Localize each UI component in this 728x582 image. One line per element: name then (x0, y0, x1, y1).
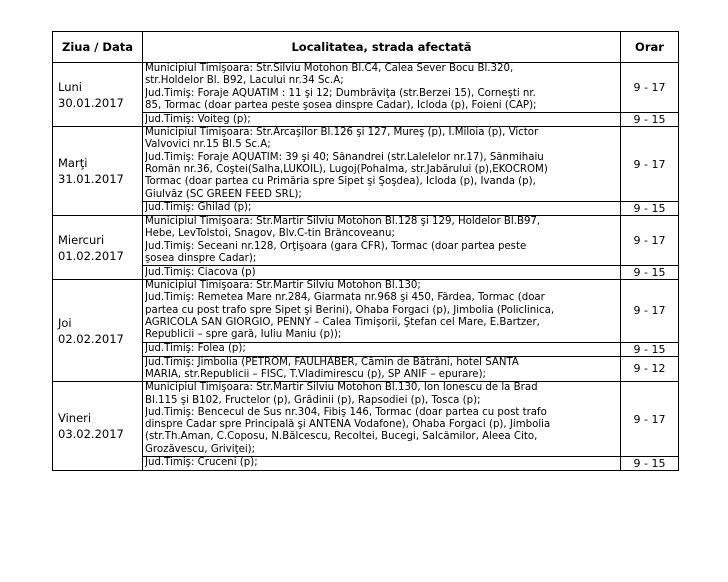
day-cell (53, 215, 143, 279)
location-cell (143, 280, 621, 342)
location-line: Jud.Timiş: Foraje AQUATIM: 39 şi 40; Sânandrei (str.Lalelelor nr.17), Sânmihaiu (145, 151, 544, 163)
location-line: Jud.Timiş: Bencecul de Sus nr.304, Fibiş 146, Tormac (doar partea cu post trafo (145, 406, 547, 418)
table-row (53, 342, 679, 356)
day-name: Vineri (58, 411, 92, 426)
table-row (53, 382, 679, 457)
day-name: Luni (58, 79, 82, 94)
time-cell: 9 - 15 (621, 201, 679, 215)
location-line: Jud.Timiş: Remetea Mare nr.284, Giarmata nr.968 şi 450, Fârdea, Tormac (doar (145, 292, 545, 304)
location-line: Municipiul Timişoara: Str.Martir Silviu Motohon Bl.130, Ion Ionescu de la Brad (145, 382, 538, 394)
location-cell (143, 382, 621, 457)
time-cell: 9 - 15 (621, 266, 679, 280)
location-line: Municipiul Timişoara: Str.Martir Silviu Motohon Bl.128 şi 129, Holdelor Bl.B97, (145, 215, 541, 227)
location-cell (143, 127, 621, 202)
location-line: Hebe, LevTolstoi, Snagov, Blv.C-tin Brâncoveanu; (145, 228, 395, 240)
time-cell: 9 - 17 (621, 127, 679, 202)
location-line: Municipiul Timişoara: Str.Arcaşilor Bl.126 şi 127, Mureş (p), I.Miloia (p), Victor (145, 127, 539, 139)
location-line: Giulvăz (SC GREEN FEED SRL); (145, 188, 302, 200)
location-line: Jud.Timiş: Jimbolia (PETROM, FAULHABER, Cămin de Bătrâni, hotel SANTA (145, 356, 519, 368)
table-row (53, 215, 679, 265)
day-name: Miercuri (58, 232, 105, 247)
time-cell: 9 - 17 (621, 63, 679, 113)
location-line: Jud.Timiş: Cruceni (p); (145, 457, 258, 469)
location-line: Municipiul Timişoara: Str.Martir Silviu Motohon Bl.130; (145, 280, 421, 292)
location-cell (143, 457, 621, 471)
location-line: Municipiul Timişoara: Str.Silviu Motohon Bl.C4, Calea Sever Bocu Bl.320, (145, 63, 514, 74)
location-cell (143, 356, 621, 382)
location-line: Jud.Timiş: Foraje AQUATIM : 11 şi 12; Dumbrăviţa (str.Berzei 15), Corneşti nr. (145, 87, 536, 99)
day-name: Marţi (58, 156, 88, 171)
location-line: Grozăvescu, Griviţei); (145, 443, 256, 455)
day-date: 30.01.2017 (58, 95, 124, 110)
location-line: str.Holdelor Bl. B92, Lacului nr.34 Sc.A; (145, 75, 344, 87)
location-cell (143, 113, 621, 127)
day-date: 02.02.2017 (58, 331, 124, 346)
day-date: 01.02.2017 (58, 248, 124, 263)
day-cell (53, 63, 143, 127)
location-line: Jud.Timiş: Folea (p); (145, 342, 246, 354)
day-cell (53, 382, 143, 471)
location-line: Bl.115 şi B102, Fructelor (p), Grădinii (p), Rapsodiei (p), Tosca (p); (145, 394, 481, 406)
location-line: dinspre Cadar spre Principală şi ANTENA Vodafone), Ohaba Forgaci (p), Jimbolia (145, 419, 551, 431)
table-row (53, 356, 679, 382)
time-cell: 9 - 17 (621, 382, 679, 457)
location-line: Tormac (doar partea cu Primăria spre Sipet şi Şoşdea), Icloda (p), Ivanda (p), (145, 176, 536, 188)
outage-schedule-table (52, 31, 679, 471)
location-cell (143, 266, 621, 280)
location-line: şosea dinspre Cadar); (145, 252, 257, 264)
location-line: Jud.Timiş: Ciacova (p) (145, 266, 256, 278)
table-row (53, 280, 679, 342)
location-line: Jud.Timiş: Ghilad (p); (145, 202, 252, 214)
table-row (53, 127, 679, 202)
location-line: Jud.Timiş: Voiteg (p); (145, 113, 251, 125)
time-cell: 9 - 15 (621, 457, 679, 471)
table-body (53, 63, 679, 471)
time-cell: 9 - 17 (621, 280, 679, 342)
location-line: 85, Tormac (doar partea peste şosea dinspre Cadar), Icloda (p), Foieni (CAP); (145, 99, 537, 111)
table-row (53, 113, 679, 127)
time-cell: 9 - 12 (621, 356, 679, 382)
table-row (53, 201, 679, 215)
location-line: (str.Th.Aman, C.Coposu, N.Bălcescu, Recoltei, Bucegi, Salcâmilor, Aleea Cito, (145, 431, 538, 443)
location-cell (143, 63, 621, 113)
location-line: MARIA, str.Republicii – FISC, T.Vladimirescu (p), SP ANIF – epurare); (145, 368, 486, 380)
location-cell (143, 215, 621, 265)
time-cell: 9 - 15 (621, 342, 679, 356)
location-line: partea cu post trafo spre Sipet şi Berini), Ohaba Forgaci (p), Jimbolia (Policlinica, (145, 304, 555, 316)
time-cell: 9 - 17 (621, 215, 679, 265)
day-cell (53, 280, 143, 382)
header-location: Localitatea, strada afectată (143, 32, 621, 63)
location-line: Republicii – spre gară, Iuliu Maniu (p)); (145, 329, 342, 341)
day-date: 31.01.2017 (58, 172, 124, 187)
location-cell (143, 342, 621, 356)
time-cell: 9 - 15 (621, 113, 679, 127)
table-row (53, 457, 679, 471)
header-day-date: Ziua / Data (53, 32, 143, 63)
location-cell (143, 201, 621, 215)
day-name: Joi (58, 315, 72, 330)
day-date: 03.02.2017 (58, 427, 124, 442)
header-time: Orar (621, 32, 679, 63)
location-line: Jud.Timiş: Seceani nr.128, Orţişoara (gara CFR), Tormac (doar partea peste (145, 240, 527, 252)
table-row (53, 266, 679, 280)
location-line: Valvovici nr.15 Bl.5 Sc.A; (145, 139, 271, 151)
day-cell (53, 127, 143, 216)
table-row (53, 63, 679, 113)
location-line: AGRICOLA SAN GIORGIO, PENNY – Calea Timişorii, Ştefan cel Mare, E.Bartzer, (145, 317, 540, 329)
table-header-row (53, 32, 679, 63)
location-line: Român nr.36, Coştei(Salha,LUKOIL), Lugoj(Pohalma, str.Jabărului (p),EKOCROM) (145, 164, 548, 176)
